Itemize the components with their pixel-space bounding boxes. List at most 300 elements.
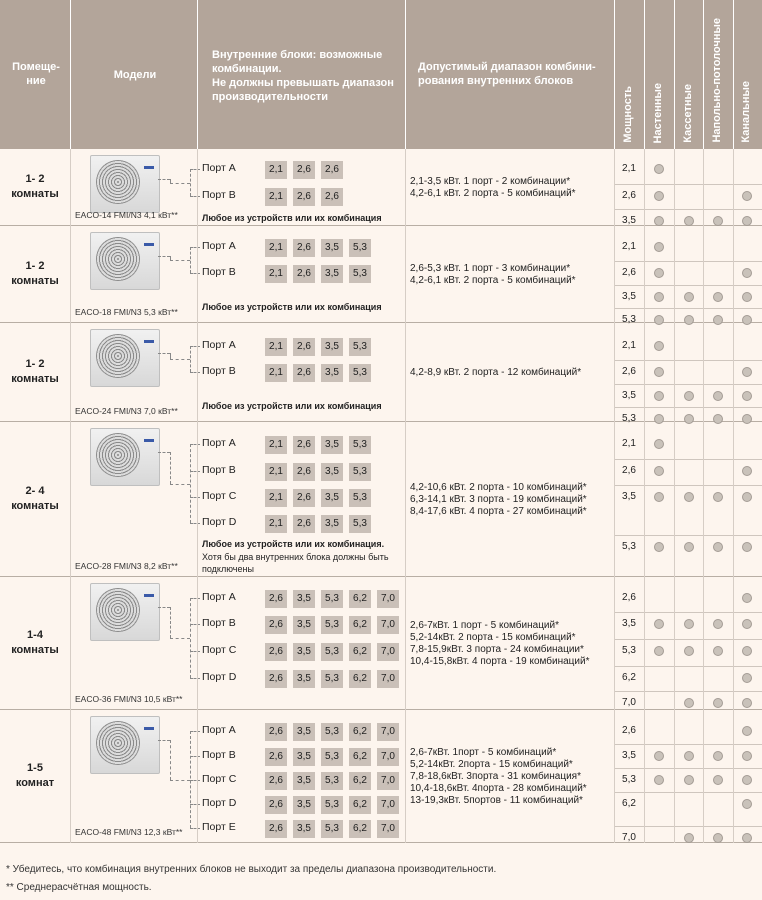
range-text (410, 482, 615, 518)
connector-line (170, 183, 190, 184)
header-wall: Настенные (652, 82, 664, 143)
power-value: 7,0 (622, 832, 636, 843)
room-label: 1-4 комнаты (11, 628, 59, 656)
capacity-cell: 3,5 (293, 616, 315, 634)
capacity-cell: 2,6 (265, 616, 287, 634)
row-divider (615, 184, 762, 185)
range-line: 4,2-6,1 кВт. 2 порта - 5 комбинаций* (410, 187, 576, 199)
combination-note: Любое из устройств или их комбинация (202, 213, 382, 223)
outdoor-unit-image (90, 329, 160, 387)
capacity-cell: 7,0 (377, 748, 399, 766)
connector-line (190, 804, 200, 805)
connector-line (190, 651, 200, 652)
header-power: Мощность (622, 86, 634, 143)
capacity-cell: 7,0 (377, 723, 399, 741)
port-label: Порт С (202, 644, 237, 656)
brand-logo (144, 727, 154, 730)
capacity-cell: 3,5 (293, 723, 315, 741)
connector-line (170, 484, 190, 485)
compat-dot (742, 191, 752, 201)
capacity-cell: 6,2 (349, 590, 371, 608)
capacity-cell: 3,5 (321, 436, 343, 454)
connector-line (170, 359, 190, 360)
row-divider (615, 459, 762, 460)
compat-dot (684, 751, 694, 761)
connector-line (190, 471, 200, 472)
connector-line (190, 780, 200, 781)
brand-logo (144, 166, 154, 169)
row-divider (615, 768, 762, 769)
outdoor-unit-image (90, 428, 160, 486)
port-label: Порт D (202, 671, 237, 683)
compat-dot (742, 292, 752, 302)
capacity-cell: 2,1 (265, 239, 287, 257)
range-line: 2,6-7кВт. 1 порт - 5 комбинаций* (410, 619, 559, 631)
capacity-cell: 2,6 (265, 748, 287, 766)
capacity-cell: 2,6 (293, 489, 315, 507)
connector-line (190, 624, 200, 625)
compat-dot (654, 341, 664, 351)
compat-dot (742, 646, 752, 656)
port-label: Порт С (202, 773, 237, 785)
row-divider (615, 792, 762, 793)
connector-line (170, 452, 171, 484)
compat-dot (742, 466, 752, 476)
row-divider (615, 407, 762, 408)
row-divider (615, 826, 762, 827)
capacity-cell: 3,5 (321, 489, 343, 507)
compat-dot (742, 726, 752, 736)
capacity-cell: 2,6 (321, 188, 343, 206)
power-value: 5,3 (622, 645, 636, 656)
compat-dot (654, 466, 664, 476)
range-line: 7,8-15,9кВт. 3 порта - 24 комбинации* (410, 643, 584, 655)
range-text (410, 747, 615, 807)
connector-line (170, 260, 190, 261)
connector-line (190, 444, 200, 445)
row-divider (615, 744, 762, 745)
connector-line (158, 740, 170, 741)
capacity-cell: 2,1 (265, 515, 287, 533)
row-divider (615, 285, 762, 286)
fan-grille (96, 433, 140, 477)
row-divider (615, 691, 762, 692)
range-line: 5,2-14кВт. 2 порта - 15 комбинаций* (410, 631, 576, 643)
header-cassette: Кассетные (682, 84, 694, 143)
capacity-cell: 5,3 (321, 616, 343, 634)
connector-line (158, 607, 170, 608)
compat-dot (654, 775, 664, 785)
capacity-cell: 3,5 (321, 463, 343, 481)
compat-dot (654, 164, 664, 174)
connector-line (190, 598, 191, 678)
compat-dot (742, 367, 752, 377)
power-value: 5,3 (622, 314, 636, 325)
compat-dot (742, 216, 752, 226)
port-label: Порт В (202, 266, 236, 278)
room-label: 1- 2 комнаты (11, 259, 59, 287)
capacity-cell: 5,3 (349, 239, 371, 257)
capacity-cell: 2,1 (265, 436, 287, 454)
capacity-cell: 6,2 (349, 616, 371, 634)
combination-note-2: Хотя бы два внутренних блока должны быть подключены (202, 552, 389, 574)
brand-logo (144, 340, 154, 343)
connector-line (190, 169, 200, 170)
room-label: 1-5 комнат (15, 761, 55, 789)
compat-dot (654, 439, 664, 449)
capacity-cell: 5,3 (349, 463, 371, 481)
header-duct: Канальные (740, 81, 752, 143)
power-value: 5,3 (622, 774, 636, 785)
connector-line (190, 756, 200, 757)
port-label: Порт С (202, 490, 237, 502)
capacity-cell: 2,6 (293, 265, 315, 283)
range-line: 4,2-8,9 кВт. 2 порта - 12 комбинаций* (410, 366, 582, 378)
connector-line (190, 497, 200, 498)
capacity-cell: 7,0 (377, 796, 399, 814)
capacity-cell: 3,5 (293, 643, 315, 661)
capacity-cell: 2,6 (265, 820, 287, 838)
capacity-cell: 2,6 (293, 463, 315, 481)
fan-grille (96, 334, 140, 378)
header-models: Модели (113, 69, 157, 81)
connector-line (190, 598, 200, 599)
compat-dot (713, 751, 723, 761)
capacity-cell: 3,5 (293, 796, 315, 814)
compat-dot (713, 492, 723, 502)
compat-dot (684, 775, 694, 785)
capacity-cell: 5,3 (321, 748, 343, 766)
port-label: Порт В (202, 464, 236, 476)
capacity-cell: 2,6 (293, 161, 315, 179)
capacity-cell: 5,3 (321, 772, 343, 790)
compat-dot (684, 833, 694, 843)
capacity-cell: 2,1 (265, 364, 287, 382)
capacity-cell: 2,6 (321, 161, 343, 179)
outdoor-unit-image (90, 155, 160, 213)
power-value: 3,5 (622, 750, 636, 761)
capacity-cell: 5,3 (321, 670, 343, 688)
compat-dot (742, 268, 752, 278)
compat-dot (654, 391, 664, 401)
capacity-cell: 2,6 (293, 239, 315, 257)
capacity-cell: 6,2 (349, 670, 371, 688)
port-label: Порт А (202, 591, 236, 603)
connector-line (190, 196, 200, 197)
range-text (410, 176, 615, 200)
connector-line (170, 740, 171, 780)
range-line: 4,2-10,6 кВт. 2 порта - 10 комбинаций* (410, 481, 587, 493)
capacity-cell: 6,2 (349, 772, 371, 790)
row-divider (615, 666, 762, 667)
capacity-cell: 5,3 (321, 643, 343, 661)
compat-dot (654, 646, 664, 656)
compat-dot (713, 391, 723, 401)
capacity-cell: 2,1 (265, 265, 287, 283)
fan-grille (96, 237, 140, 281)
row-divider (615, 612, 762, 613)
connector-line (158, 353, 170, 354)
capacity-cell: 7,0 (377, 643, 399, 661)
capacity-cell: 2,1 (265, 161, 287, 179)
connector-line (190, 678, 200, 679)
range-line: 13-19,3кВт. 5портов - 11 комбинаций* (410, 794, 583, 806)
header-internal: Внутренние блоки: возможные комбинации. Не должны превышать диапазон производительности (212, 49, 394, 103)
power-value: 5,3 (622, 413, 636, 424)
power-value: 6,2 (622, 798, 636, 809)
fan-grille (96, 160, 140, 204)
compat-dot (654, 268, 664, 278)
capacity-cell: 7,0 (377, 590, 399, 608)
footnote-2: ** Среднерасчётная мощность. (6, 882, 152, 893)
connector-line (190, 444, 191, 523)
brand-logo (144, 594, 154, 597)
port-label: Порт А (202, 339, 236, 351)
range-line: 7,8-18,6кВт. 3порта - 31 комбинация* (410, 770, 581, 782)
power-value: 2,6 (622, 465, 636, 476)
capacity-cell: 5,3 (349, 436, 371, 454)
capacity-cell: 3,5 (293, 748, 315, 766)
capacity-cell: 5,3 (349, 338, 371, 356)
room-label: 1- 2 комнаты (11, 172, 59, 200)
capacity-cell: 3,5 (293, 820, 315, 838)
power-value: 2,1 (622, 241, 636, 252)
compat-dot (742, 619, 752, 629)
range-line: 10,4-18,6кВт. 4порта - 28 комбинаций* (410, 782, 587, 794)
range-line: 6,3-14,1 кВт. 3 порта - 19 комбинаций* (410, 493, 587, 505)
fan-grille (96, 721, 140, 765)
compat-dot (713, 698, 723, 708)
power-value: 3,5 (622, 291, 636, 302)
connector-line (190, 828, 200, 829)
capacity-cell: 6,2 (349, 796, 371, 814)
connector-line (170, 607, 171, 638)
capacity-cell: 2,6 (265, 796, 287, 814)
capacity-cell: 2,1 (265, 188, 287, 206)
capacity-cell: 2,1 (265, 489, 287, 507)
power-value: 2,6 (622, 190, 636, 201)
compat-dot (684, 619, 694, 629)
compat-dot (654, 751, 664, 761)
port-label: Порт В (202, 189, 236, 201)
connector-line (158, 452, 170, 453)
capacity-cell: 3,5 (321, 515, 343, 533)
connector-line (170, 638, 190, 639)
compat-dot (654, 367, 664, 377)
brand-logo (144, 243, 154, 246)
compat-dot (654, 292, 664, 302)
compat-dot (684, 698, 694, 708)
connector-line (190, 372, 200, 373)
footnote-1: * Убедитесь, что комбинация внутренних блоков не выходит за пределы диапазона производительности. (6, 864, 497, 875)
port-label: Порт Е (202, 821, 236, 833)
combination-note: Любое из устройств или их комбинация (202, 401, 382, 411)
compat-dot (742, 833, 752, 843)
port-label: Порт В (202, 365, 236, 377)
compat-dot (742, 673, 752, 683)
table-header (0, 0, 762, 149)
range-line: 8,4-17,6 кВт. 4 порта - 27 комбинаций* (410, 505, 587, 517)
power-value: 2,6 (622, 725, 636, 736)
compat-dot (713, 216, 723, 226)
header-range: Допустимый диапазон комбини- рования внутренних блоков (418, 61, 596, 87)
compat-dot (742, 751, 752, 761)
capacity-cell: 6,2 (349, 723, 371, 741)
connector-line (190, 247, 191, 273)
range-text (410, 620, 615, 668)
compat-dot (684, 492, 694, 502)
row-divider (615, 639, 762, 640)
compat-dot (742, 799, 752, 809)
capacity-cell: 2,6 (293, 188, 315, 206)
model-name: EACO-36 FMI/N3 10,5 кВт** (75, 694, 183, 704)
compat-dot (742, 542, 752, 552)
capacity-cell: 2,1 (265, 338, 287, 356)
port-label: Порт В (202, 617, 236, 629)
compat-dot (713, 775, 723, 785)
row-divider (615, 360, 762, 361)
compat-dot (654, 242, 664, 252)
compat-dot (713, 833, 723, 843)
power-value: 2,1 (622, 438, 636, 449)
combination-note: Любое из устройств или их комбинация (202, 302, 382, 312)
range-line: 4,2-6,1 кВт. 2 порта - 5 комбинаций* (410, 274, 576, 286)
connector-line (158, 256, 170, 257)
row-divider (615, 209, 762, 210)
capacity-cell: 2,6 (265, 772, 287, 790)
power-value: 5,3 (622, 541, 636, 552)
row-divider (615, 384, 762, 385)
compat-dot (742, 698, 752, 708)
row-divider (615, 308, 762, 309)
capacity-cell: 6,2 (349, 643, 371, 661)
fan-grille (96, 588, 140, 632)
connector-line (170, 780, 190, 781)
capacity-cell: 2,6 (265, 670, 287, 688)
power-value: 7,0 (622, 697, 636, 708)
capacity-cell: 5,3 (321, 723, 343, 741)
row-divider (615, 535, 762, 536)
model-name: EACO-48 FMI/N3 12,3 кВт** (75, 827, 183, 837)
port-label: Порт А (202, 437, 236, 449)
power-value: 2,1 (622, 163, 636, 174)
model-name: EACO-14 FMI/N3 4,1 кВт** (75, 210, 178, 220)
range-line: 10,4-15,8кВт. 4 порта - 19 комбинаций* (410, 655, 590, 667)
power-value: 3,5 (622, 215, 636, 226)
port-label: Порт D (202, 797, 237, 809)
brand-logo (144, 439, 154, 442)
capacity-cell: 5,3 (349, 265, 371, 283)
compat-dot (684, 292, 694, 302)
connector-line (190, 169, 191, 196)
compat-dot (713, 292, 723, 302)
row-divider (615, 261, 762, 262)
capacity-cell: 2,1 (265, 463, 287, 481)
compat-dot (684, 646, 694, 656)
capacity-cell: 3,5 (293, 670, 315, 688)
compat-dot (713, 619, 723, 629)
capacity-cell: 2,6 (265, 590, 287, 608)
connector-line (190, 346, 191, 372)
power-value: 3,5 (622, 491, 636, 502)
compat-dot (654, 542, 664, 552)
capacity-cell: 5,3 (349, 515, 371, 533)
capacity-cell: 3,5 (321, 338, 343, 356)
capacity-cell: 6,2 (349, 748, 371, 766)
capacity-cell: 7,0 (377, 670, 399, 688)
model-name: EACO-24 FMI/N3 7,0 кВт** (75, 406, 178, 416)
capacity-cell: 5,3 (321, 590, 343, 608)
range-line: 2,6-7кВт. 1порт - 5 комбинаций* (410, 746, 557, 758)
capacity-cell: 7,0 (377, 820, 399, 838)
connector-line (158, 179, 170, 180)
model-name: EACO-28 FMI/N3 8,2 кВт** (75, 561, 178, 571)
row-divider (615, 485, 762, 486)
capacity-cell: 2,6 (265, 723, 287, 741)
capacity-cell: 3,5 (293, 772, 315, 790)
capacity-cell: 2,6 (293, 364, 315, 382)
range-text (410, 367, 615, 379)
capacity-cell: 7,0 (377, 616, 399, 634)
capacity-cell: 5,3 (349, 489, 371, 507)
connector-line (190, 273, 200, 274)
power-value: 3,5 (622, 618, 636, 629)
model-name: EACO-18 FMI/N3 5,3 кВт** (75, 307, 178, 317)
capacity-cell: 3,5 (321, 364, 343, 382)
header-floor: Напольно-потолочные (711, 18, 723, 143)
power-value: 2,1 (622, 340, 636, 351)
room-label: 1- 2 комнаты (11, 357, 59, 385)
power-value: 2,6 (622, 592, 636, 603)
compat-dot (742, 391, 752, 401)
power-value: 2,6 (622, 267, 636, 278)
range-text (410, 263, 615, 287)
outdoor-unit-image (90, 583, 160, 641)
port-label: Порт D (202, 516, 237, 528)
compat-dot (654, 619, 664, 629)
range-line: 2,6-5,3 кВт. 1 порт - 3 комбинации* (410, 262, 571, 274)
compat-dot (742, 593, 752, 603)
compat-dot (654, 492, 664, 502)
capacity-cell: 2,6 (265, 643, 287, 661)
compat-dot (684, 542, 694, 552)
capacity-cell: 3,5 (321, 265, 343, 283)
capacity-cell: 2,6 (293, 515, 315, 533)
connector-line (190, 523, 200, 524)
capacity-cell: 2,6 (293, 436, 315, 454)
port-label: Порт А (202, 240, 236, 252)
outdoor-unit-image (90, 232, 160, 290)
capacity-cell: 7,0 (377, 772, 399, 790)
port-label: Порт А (202, 724, 236, 736)
range-line: 5,2-14кВт. 2порта - 15 комбинаций* (410, 758, 573, 770)
connector-line (190, 346, 200, 347)
compat-dot (713, 542, 723, 552)
combination-note: Любое из устройств или их комбинация. (202, 539, 385, 549)
connector-line (190, 247, 200, 248)
capacity-cell: 2,6 (293, 338, 315, 356)
compat-dot (654, 216, 664, 226)
port-label: Порт А (202, 162, 236, 174)
connector-line (190, 731, 200, 732)
capacity-cell: 3,5 (321, 239, 343, 257)
power-value: 2,6 (622, 366, 636, 377)
compat-dot (684, 391, 694, 401)
compat-dot (742, 492, 752, 502)
outdoor-unit-image (90, 716, 160, 774)
compat-dot (684, 216, 694, 226)
room-label: 2- 4 комнаты (11, 484, 59, 512)
